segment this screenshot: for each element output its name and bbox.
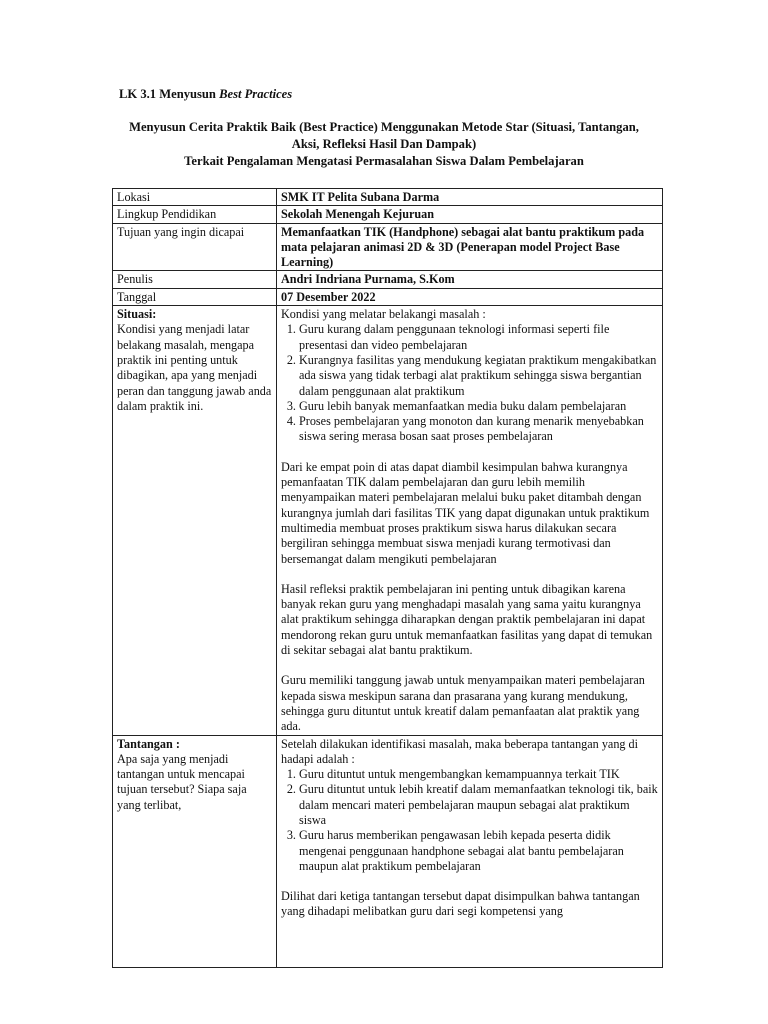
heading-line-2: Aksi, Refleksi Hasil Dan Dampak)	[291, 137, 477, 151]
situasi-paragraph-3: Guru memiliki tanggung jawab untuk menyampaikan materi pembelajaran kepada siswa meskipun sarana dan prasarana yang kurang mendukung, sehingga guru dituntut untuk kreatif dalam pemanfaatan alat praktik yang ada.	[281, 673, 645, 734]
list-item: 2. Kurangnya fasilitas yang mendukung kegiatan praktikum mengakibatkan ada siswa yang tidak terbagi alat praktikum sehingga siswa bergantian dalam penggunaan alat praktikum	[299, 353, 658, 399]
row-value-lokasi: SMK IT Pelita Subana Darma	[277, 189, 663, 206]
situasi-paragraph-2: Hasil refleksi praktik pembelajaran ini penting untuk dibagikan karena banyak rekan guru yang menghadapi masalah yang sama yaitu kurangnya alat praktikum sehingga diharapkan dengan praktik pembelajaran ini dapat mendorong rekan guru untuk memanfaatkan fasilitas yang dapat di temukan di sekitar sebagai alat bantu praktikum.	[281, 581, 653, 658]
heading-line-3: Terkait Pengalaman Mengatasi Permasalahan Siswa Dalam Pembelajaran	[184, 154, 584, 168]
tantangan-paragraph-1: Dilihat dari ketiga tantangan tersebut dapat disimpulkan bahwa tantangan yang dihadapi melibatkan guru dari segi kompetensi yang	[281, 889, 640, 919]
row-value-penulis: Andri Indriana Purnama, S.Kom	[277, 271, 663, 288]
row-label-lokasi: Lokasi	[113, 189, 277, 206]
tantangan-intro: Setelah dilakukan identifikasi masalah, maka beberapa tantangan yang di hadapi adalah :	[281, 736, 639, 766]
situasi-paragraph-1: Dari ke empat poin di atas dapat diambil kesimpulan bahwa kurangnya pemanfaatan TIK dalam pembelajaran dan guru lebih memilih menyampaikan materi pembelajaran melalui buku paket ditambah dengan kurangnya jumlah dari fasilitas TIK yang dapat digunakan untuk praktikum multimedia membuat proses praktikum siswa harus dilakukan secara bergiliran sehingga membuat siswa menjadi kurang termotivasi dan bersemangat dalam mengikuti pembelajaran	[281, 459, 650, 566]
tantangan-label-cell	[113, 735, 277, 967]
document-title	[119, 87, 292, 102]
situasi-list	[281, 322, 658, 444]
table-row	[113, 206, 663, 223]
list-item: 4. Proses pembelajaran yang monoton dan kurang menarik menyebabkan siswa sering merasa bosan saat proses pembelajaran	[299, 414, 658, 445]
title-emphasis: Best Practices	[219, 87, 293, 101]
best-practice-table	[112, 188, 663, 968]
list-item: 2. Guru dituntut untuk lebih kreatif dalam memanfaatkan teknologi tik, baik dalam mencari materi pembelajaran maupun sebagai alat praktikum siswa	[299, 782, 658, 828]
row-value-lingkup: Sekolah Menengah Kejuruan	[277, 206, 663, 223]
document-heading	[100, 119, 668, 170]
situasi-content-cell	[277, 306, 663, 735]
list-item: 1. Guru dituntut untuk mengembangkan kemampuannya terkait TIK	[299, 767, 658, 782]
tantangan-title: Tantangan :	[117, 736, 180, 751]
tantangan-row	[113, 735, 663, 967]
situasi-intro: Kondisi yang melatar belakangi masalah :	[281, 307, 486, 322]
title-prefix: LK 3.1 Menyusun	[119, 87, 220, 101]
row-value-tanggal: 07 Desember 2022	[277, 288, 663, 305]
tantangan-list	[281, 767, 658, 874]
tantangan-content-cell	[277, 735, 663, 967]
situasi-title: Situasi:	[117, 307, 157, 322]
situasi-row	[113, 306, 663, 735]
situasi-label-cell	[113, 306, 277, 735]
row-label-lingkup: Lingkup Pendidikan	[113, 206, 277, 223]
row-label-tujuan: Tujuan yang ingin dicapai	[113, 223, 277, 271]
table-row	[113, 223, 663, 271]
table-row	[113, 288, 663, 305]
list-item: 1. Guru kurang dalam penggunaan teknologi informasi seperti file presentasi dan video pembelajaran	[299, 322, 658, 353]
heading-line-1: Menyusun Cerita Praktik Baik (Best Practice) Menggunakan Metode Star (Situasi, Tantangan,	[129, 120, 639, 134]
row-label-penulis: Penulis	[113, 271, 277, 288]
situasi-description: Kondisi yang menjadi latar belakang masalah, mengapa praktik ini penting untuk dibagikan, apa yang menjadi peran dan tanggung jawab anda dalam praktik ini.	[117, 322, 272, 413]
table-row	[113, 271, 663, 288]
row-label-tanggal: Tanggal	[113, 288, 277, 305]
list-item: 3. Guru lebih banyak memanfaatkan media buku dalam pembelajaran	[299, 399, 658, 414]
tantangan-description: Apa saja yang menjadi tantangan untuk mencapai tujuan tersebut? Siapa saja yang terlibat,	[117, 751, 247, 812]
list-item: 3. Guru harus memberikan pengawasan lebih kepada peserta didik mengenai penggunaan handphone sebagai alat bantu pembelajaran maupun alat praktikum pembelajaran	[299, 828, 658, 874]
table-row	[113, 189, 663, 206]
row-value-tujuan: Memanfaatkan TIK (Handphone) sebagai alat bantu praktikum pada mata pelajaran animasi 2D & 3D (Penerapan model Project Base Learning)	[277, 223, 663, 271]
